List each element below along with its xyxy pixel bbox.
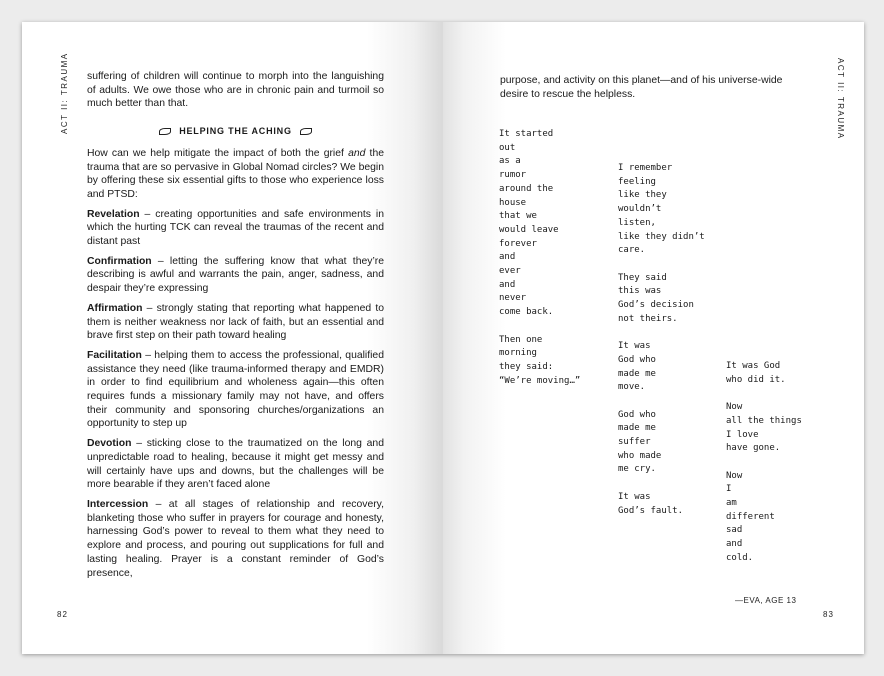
gift-item [87, 349, 384, 431]
poem-stanza: It was God who made me move. [618, 341, 656, 393]
poem-stanza: It was God who did it. [726, 361, 786, 385]
gift-term: Intercession [87, 498, 149, 510]
right-body-text [500, 74, 800, 101]
gift-description: – sticking close to the traumatized on the long and unpredictable road to healing, because it might get messy and will certainly have ups and downs, but the challenges will be more bearable if they aren’t faced alone [87, 438, 384, 491]
page-number-right: 83 [823, 610, 834, 619]
running-head-left: ACT II: TRAUMA [60, 52, 69, 134]
question-paragraph: How can we help mitigate the impact of both the grief and the trauma that are so pervasive in Global Nomad circles? We begin by offering these six essential gifts to those who experience loss and PTSD: [87, 147, 384, 200]
poem-stanza: God who made me suffer who made me cry. [618, 409, 662, 475]
poem-stanza: Now all the things I love have gone. [726, 402, 802, 454]
gift-term: Affirmation [87, 302, 143, 314]
poem-stanza: They said this was God’s decision not theirs. [618, 272, 694, 324]
section-heading [87, 125, 384, 139]
gift-term: Revelation [87, 208, 140, 220]
gift-description: – letting the suffering know that what they’re describing is awful and warrants the pain, anger, sadness, and despair they’re expressing [87, 255, 384, 295]
intro-paragraph: suffering of children will continue to morph into the languishing of adults. We owe those who are in chronic pain and turmoil so much better than that. [87, 71, 384, 110]
poem-stanza: It started out as a rumor around the house that we would leave forever and ever and never come back. [499, 129, 559, 318]
gift-item [87, 437, 384, 492]
gift-term: Devotion [87, 438, 132, 450]
running-head-right: ACT II: TRAUMA [836, 58, 845, 140]
poem-stanza: I remember feeling like they wouldn’t listen, like they didn’t care. [618, 163, 705, 256]
gift-item [87, 255, 384, 296]
gift-item [87, 208, 384, 249]
continuation-paragraph: purpose, and activity on this planet—and of his universe-wide desire to rescue the helpless. [500, 75, 783, 100]
gift-description: – helping them to access the professional, qualified assistance they need (like trauma-informed therapy and EMDR) in order to find equilibrium and wholeness again—this often requires funds a missionary family may not have, and offers their community and sponsoring churches/organizations an opportunity to step up [87, 349, 384, 430]
left-page [22, 22, 443, 654]
poem-column-2 [618, 162, 705, 518]
gift-description: – creating opportunities and safe environments in which the hurting TCK can reveal the traumas of the recent and distant past [87, 208, 384, 248]
page-number-left: 82 [57, 610, 68, 619]
gift-term: Facilitation [87, 349, 142, 361]
leaf-ornament-icon [300, 128, 312, 135]
section-heading-text: HELPING THE ACHING [179, 126, 292, 137]
leaf-ornament-icon [159, 128, 171, 135]
poem-stanza: Then one morning they said: “We’re moving…” [499, 334, 581, 386]
gift-description: – strongly stating that reporting what happened to them is neither weakness nor lack of faith, but an essential and brave first step on their path toward healing [87, 302, 384, 342]
poem-column-1 [499, 128, 580, 388]
poem-attribution: —EVA, AGE 13 [735, 596, 797, 605]
gift-description: – at all stages of relationship and recovery, blanketing those who suffer in prayers for courage and honesty, harnessing God’s power to reveal to them what they need to explore and process, and pouring out supplications for full and lasting healing. Prayer is a constant reminder of God’s presence, [87, 498, 384, 579]
gift-item [87, 498, 384, 580]
poem-stanza: Now I am different sad and cold. [726, 470, 775, 563]
poem-stanza: It was God’s fault. [618, 491, 684, 516]
book-spread [22, 22, 864, 654]
right-page [443, 22, 864, 654]
poem-column-3 [726, 360, 802, 566]
gift-item [87, 302, 384, 343]
gift-term: Confirmation [87, 255, 152, 267]
gifts-list [87, 208, 384, 581]
left-body-text [87, 70, 384, 586]
